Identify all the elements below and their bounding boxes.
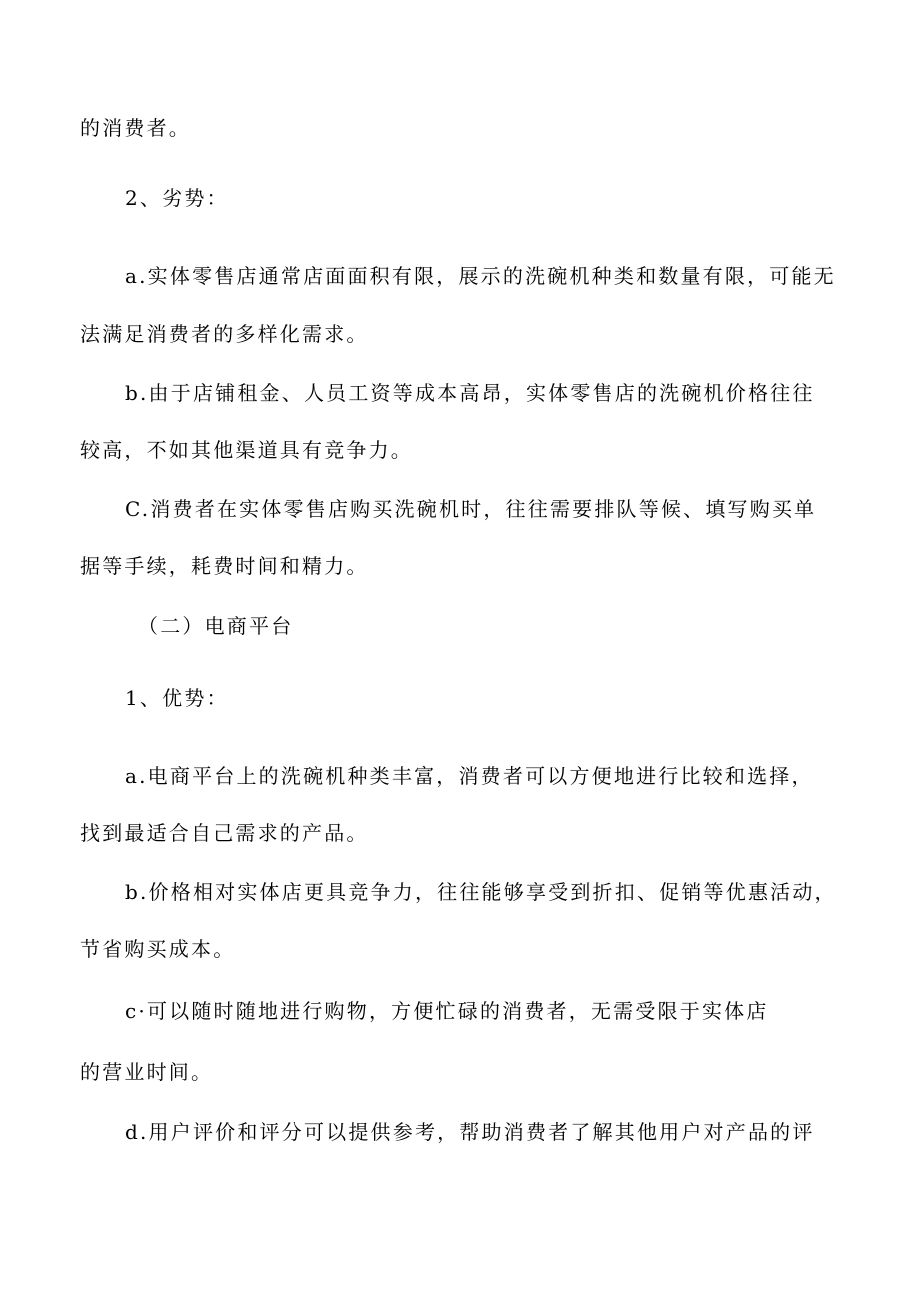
paragraph-line: 的消费者。 [80, 116, 191, 140]
paragraph-line: d.用户评价和评分可以提供参考，帮助消费者了解其他用户对产品的评 [125, 1120, 815, 1144]
paragraph-line: C.消费者在实体零售店购买洗碗机时，往往需要排队等候、填写购买单 [125, 497, 817, 521]
paragraph-line: 的营业时间。 [80, 1060, 214, 1084]
section-heading: 1、优势： [125, 686, 229, 710]
paragraph-line: 找到最适合自己需求的产品。 [80, 821, 369, 845]
paragraph-line: a.实体零售店通常店面面积有限，展示的洗碗机种类和数量有限，可能无 [125, 264, 836, 288]
paragraph-line: a.电商平台上的洗碗机种类丰富，消费者可以方便地进行比较和选择， [125, 764, 814, 788]
subsection-heading: （二）电商平台 [138, 614, 294, 638]
paragraph-line: 法满足消费者的多样化需求。 [80, 322, 369, 346]
paragraph-line: 较高，不如其他渠道具有竞争力。 [80, 438, 413, 462]
paragraph-line: b.价格相对实体店更具竞争力，往往能够享受到折扣、促销等优惠活动， [125, 880, 837, 904]
paragraph-line: b.由于店铺租金、人员工资等成本高昂，实体零售店的洗碗机价格往往 [125, 381, 815, 405]
paragraph-line: c·可以随时随地进行购物，方便忙碌的消费者，无需受限于实体店 [125, 999, 769, 1023]
paragraph-line: 节省购买成本。 [80, 937, 236, 961]
section-heading: 2、劣势： [125, 186, 229, 210]
paragraph-line: 据等手续，耗费时间和精力。 [80, 554, 369, 578]
